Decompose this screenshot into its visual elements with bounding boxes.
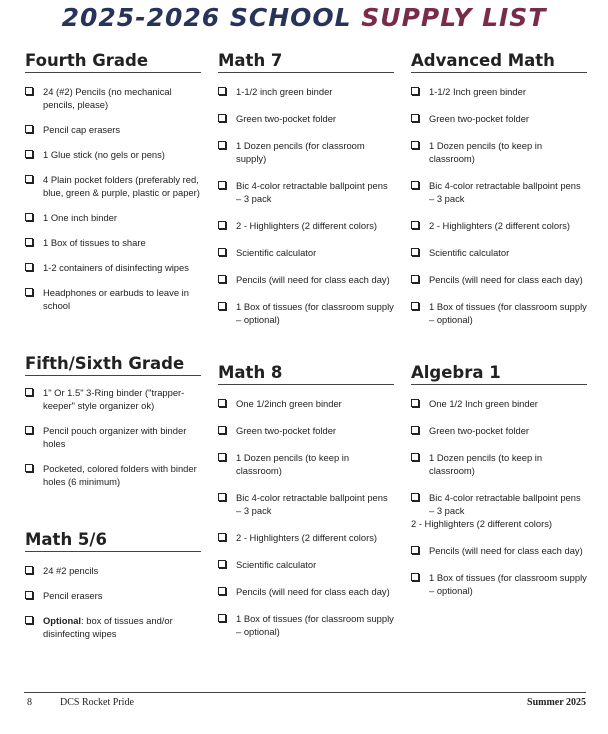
checkbox-icon (25, 426, 33, 434)
checkbox-icon (411, 248, 419, 256)
list-item: 1 Box of tissues (for classroom supply – optional) (411, 571, 587, 597)
optional-label: Optional (43, 615, 82, 626)
list-item: 1 Box of tissues to share (25, 236, 201, 249)
list-item: 1 Dozen pencils (to keep in classroom) (411, 451, 587, 477)
list-item: Pencil pouch organizer with binder holes (25, 424, 201, 450)
list-item: Pencils (will need for class each day) (218, 585, 394, 598)
checkbox-icon (218, 248, 226, 256)
list-item: Pencils (will need for class each day) (411, 544, 587, 557)
checkbox-icon (411, 573, 419, 581)
page-title (0, 2, 608, 34)
list-item: 1 Box of tissues (for classroom supply – optional) (218, 612, 394, 638)
supply-list (411, 397, 587, 597)
checkbox-icon (25, 125, 33, 133)
list-item: Optional: box of tissues and/or disinfecting wipes (25, 614, 201, 640)
section-heading: Fourth Grade (25, 51, 201, 73)
section-heading: Fifth/Sixth Grade (25, 354, 201, 376)
list-item: Pencil cap erasers (25, 123, 201, 136)
list-item: 24 (#2) Pencils (no mechanical pencils, please) (25, 85, 201, 111)
list-item: Scientific calculator (218, 246, 394, 259)
issue-date: Summer 2025 (527, 697, 586, 708)
section-heading: Math 5/6 (25, 530, 201, 552)
list-item: Pocketed, colored folders with binder holes (6 minimum) (25, 462, 201, 488)
checkbox-icon (25, 566, 33, 574)
checkbox-icon (218, 141, 226, 149)
checkbox-icon (218, 453, 226, 461)
list-item: 1-2 containers of disinfecting wipes (25, 261, 201, 274)
section-heading: Advanced Math (411, 51, 587, 73)
checkbox-icon (218, 87, 226, 95)
list-item: 4 Plain pocket folders (preferably red, blue, green & purple, plastic or paper) (25, 173, 201, 199)
list-item: One 1/2 Inch green binder (411, 397, 587, 410)
checkbox-icon (411, 453, 419, 461)
list-item: 1 Glue stick (no gels or pens) (25, 148, 201, 161)
checkbox-icon (25, 388, 33, 396)
list-item: Green two-pocket folder (218, 112, 394, 125)
checkbox-icon (218, 587, 226, 595)
checkbox-icon (25, 175, 33, 183)
checkbox-icon (411, 399, 419, 407)
list-item: Green two-pocket folder (411, 112, 587, 125)
checkbox-icon (218, 221, 226, 229)
publication-name: DCS Rocket Pride (60, 697, 134, 708)
checkbox-icon (411, 302, 419, 310)
checkbox-icon (25, 464, 33, 472)
checkbox-icon (25, 288, 33, 296)
supply-list (25, 85, 201, 312)
checkbox-icon (218, 114, 226, 122)
list-item: One 1/2inch green binder (218, 397, 394, 410)
checkbox-icon (218, 560, 226, 568)
section-heading: Math 8 (218, 363, 394, 385)
checkbox-icon (25, 238, 33, 246)
list-item: Green two-pocket folder (411, 424, 587, 437)
list-item: Scientific calculator (218, 558, 394, 571)
list-item: 1 Box of tissues (for classroom supply – optional) (411, 300, 587, 326)
list-item: 1-1/2 inch green binder (218, 85, 394, 98)
checkbox-icon (25, 263, 33, 271)
list-item: Bic 4-color retractable ballpoint pens – 3 pack (218, 491, 394, 517)
list-item: Headphones or earbuds to leave in school (25, 286, 201, 312)
list-item: Scientific calculator (411, 246, 587, 259)
list-item: Bic 4-color retractable ballpoint pens – 3 pack (411, 491, 587, 517)
checkbox-icon (218, 533, 226, 541)
list-item: 1 Dozen pencils (to keep in classroom) (218, 451, 394, 477)
checkbox-icon (411, 221, 419, 229)
column-right (411, 51, 587, 596)
section-advanced-math (411, 51, 587, 326)
section-math-8 (218, 363, 394, 638)
section-heading: Math 7 (218, 51, 394, 73)
checkbox-icon (411, 141, 419, 149)
list-item: 1 Dozen pencils (for classroom supply) (218, 139, 394, 165)
checkbox-icon (25, 591, 33, 599)
section-algebra-1 (411, 363, 587, 597)
checkbox-icon (411, 87, 419, 95)
checkbox-icon (218, 399, 226, 407)
checkbox-icon (411, 426, 419, 434)
list-item: Pencils (will need for class each day) (218, 273, 394, 286)
section-math-5-6 (25, 530, 201, 640)
list-item: 2 - Highlighters (2 different colors) (218, 531, 394, 544)
title-part-maroon: SUPPLY LIST (361, 3, 547, 32)
list-item: 1-1/2 Inch green binder (411, 85, 587, 98)
supply-list (411, 85, 587, 326)
page-number: 8 (27, 697, 32, 708)
list-item: 1 One inch binder (25, 211, 201, 224)
checkbox-icon (218, 493, 226, 501)
section-fourth-grade (25, 51, 201, 312)
checkbox-icon (218, 426, 226, 434)
checkbox-icon (25, 213, 33, 221)
checkbox-icon (25, 87, 33, 95)
list-item: 2 - Highlighters (2 different colors) (411, 518, 553, 529)
column-middle (218, 51, 394, 637)
section-heading: Algebra 1 (411, 363, 587, 385)
column-left (25, 51, 201, 639)
checkbox-icon (218, 181, 226, 189)
list-item: Pencils (will need for class each day) (411, 273, 587, 286)
checkbox-icon (218, 614, 226, 622)
checkbox-icon (411, 181, 419, 189)
list-item: Pencil erasers (25, 589, 201, 602)
list-item: 2 - Highlighters (2 different colors) (218, 219, 394, 232)
supply-list (25, 564, 201, 640)
list-item: 1" Or 1.5" 3-Ring binder ("trapper-keeper" style organizer ok) (25, 386, 201, 412)
checkbox-icon (411, 546, 419, 554)
list-item: Bic 4-color retractable ballpoint pens – 3 pack (218, 179, 394, 205)
checkbox-icon (25, 616, 33, 624)
list-item: 1 Dozen pencils (to keep in classroom) (411, 139, 587, 165)
list-item: 2 - Highlighters (2 different colors) (411, 219, 587, 232)
supply-list (218, 397, 394, 638)
checkbox-icon (218, 302, 226, 310)
supply-list (218, 85, 394, 326)
checkbox-icon (411, 114, 419, 122)
list-item: 1 Box of tissues (for classroom supply – optional) (218, 300, 394, 326)
checkbox-icon (218, 275, 226, 283)
checkbox-icon (411, 275, 419, 283)
section-fifth-sixth-grade (25, 354, 201, 488)
footer-divider (24, 692, 586, 693)
list-item: 24 #2 pencils (25, 564, 201, 577)
list-item: Green two-pocket folder (218, 424, 394, 437)
checkbox-icon (411, 493, 419, 501)
checkbox-icon (25, 150, 33, 158)
list-item: Bic 4-color retractable ballpoint pens – 3 pack (411, 179, 587, 205)
section-math-7 (218, 51, 394, 326)
title-part-navy: 2025-2026 SCHOOL (61, 3, 362, 32)
supply-list (25, 386, 201, 488)
